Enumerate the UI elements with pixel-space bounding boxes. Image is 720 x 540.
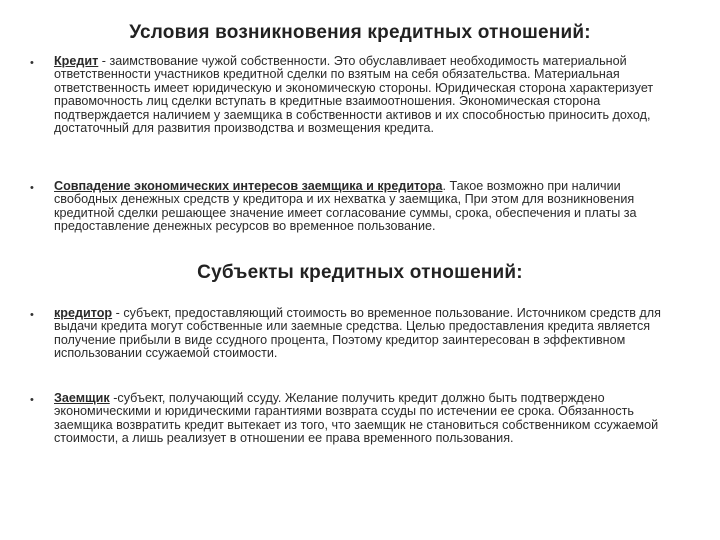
term-creditor: кредитор bbox=[54, 306, 113, 320]
bullet-icon: • bbox=[30, 394, 34, 406]
definition-credit: - заимствование чужой собственности. Это обуславливает необходимость материальной ответственности участников кредитной сделки по взятым на себя обязательства. Материальная ответственность имеет юридическую и экономическую стороны. Юридическая сторона характеризует правомочность лиц сделки вступать в кредитные взаимоотношения. Экономическая сторона подтверждается наличием у заемщика в собственности активов и их способностью приносить доход, достаточный для развития производства и возмещения кредита. bbox=[54, 54, 654, 136]
term-credit: Кредит bbox=[54, 54, 99, 68]
list-item-text bbox=[54, 392, 684, 446]
list-item-text bbox=[54, 307, 684, 361]
bullet-icon: • bbox=[30, 182, 34, 194]
bullet-icon: • bbox=[30, 309, 34, 321]
section-title-credit-conditions: Условия возникновения кредитных отношений: bbox=[129, 22, 591, 43]
section-title-credit-subjects: Субъекты кредитных отношений: bbox=[197, 262, 523, 283]
term-interests: Совпадение экономических интересов заемщика и кредитора bbox=[54, 179, 443, 193]
definition-borrower: -субъект, получающий ссуду. Желание получить кредит должно быть подтверждено экономическими и юридическими гарантиями возврата ссуды по истечении ее срока. Обязанность заемщика возвратить кредит вытекает из того, что заемщик не становиться собственником ссужаемой стоимости, а лишь реализует в отношении ее права временного пользования. bbox=[54, 391, 659, 446]
bullet-icon: • bbox=[30, 57, 34, 69]
list-item-text bbox=[54, 55, 684, 135]
definition-creditor: - субъект, предоставляющий стоимость во временное пользование. Источником средств для выдачи кредита могут собственные или заемные средства. Целью предоставления кредита является получение прибыли в виде ссудного процента, Поэтому кредитор заинтересован в эффективном использовании ссужаемой стоимости. bbox=[54, 306, 661, 361]
list-item-text bbox=[54, 180, 684, 234]
definition-interests: . Такое возможно при наличии свободных денежных средств у кредитора и их нехватка у заемщика, При этом для возникновения кредитной сделки решающее значение имеет согласование суммы, срока, обеспечения и платы за предоставление денежных ресурсов во временное пользование. bbox=[54, 179, 637, 234]
term-borrower: Заемщик bbox=[54, 391, 110, 405]
